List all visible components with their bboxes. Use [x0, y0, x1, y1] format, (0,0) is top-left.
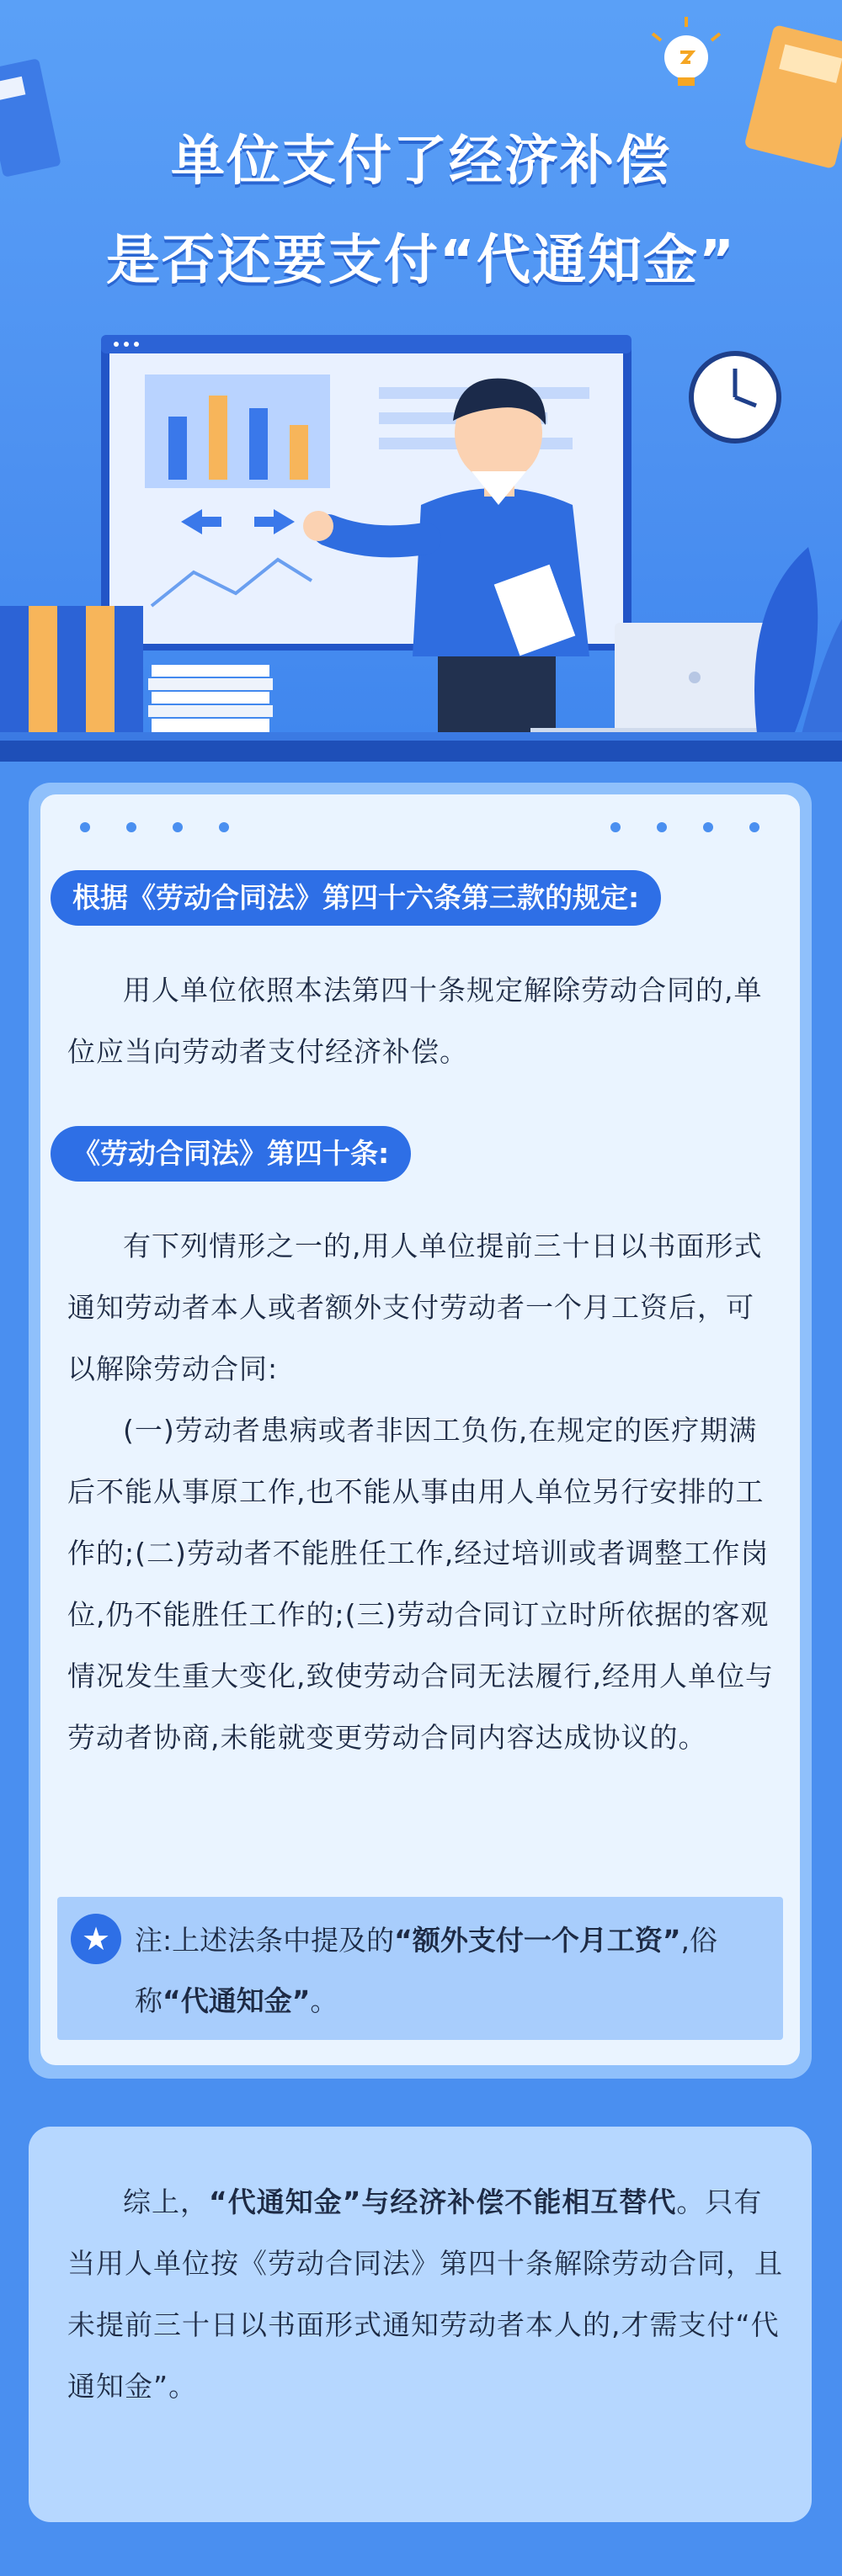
note-middle: ,俗称 [135, 1924, 718, 2017]
stage-floor [0, 741, 842, 762]
note-alias: “代通知金” [163, 1984, 311, 2017]
summary-rest: 。只有当用人单位按《劳动合同法》第四十条解除劳动合同，且未提前三十日以书面形式通知劳动者本人的,才需支付“代通知金”。 [67, 2186, 783, 2403]
decor-dot [173, 822, 183, 832]
section1-body-text: 用人单位依照本法第四十条规定解除劳动合同的,单位应当向劳动者支付经济补偿。 [67, 974, 763, 1068]
star-icon: ★ [71, 1914, 121, 1964]
note-term: “额外支付一个月工资” [394, 1924, 681, 1957]
page-title-line1: 单位支付了经济补偿 [171, 130, 671, 193]
decor-dot [80, 822, 90, 832]
section2-intro [67, 1215, 775, 1400]
note-suffix: 。 [310, 1984, 338, 2017]
note-text [135, 1910, 775, 2032]
section2-heading: 《劳动合同法》第四十条: [51, 1126, 411, 1182]
decor-dot [703, 822, 713, 832]
hero-illustration [0, 0, 842, 762]
decor-dot [610, 822, 621, 832]
section2-intro-text: 有下列情形之一的,用人单位提前三十日以书面形式通知劳动者本人或者额外支付劳动者一个月工资后，可以解除劳动合同: [67, 1230, 763, 1385]
paper-stack-icon [148, 665, 273, 732]
clock-icon [691, 353, 779, 441]
decor-dot [126, 822, 136, 832]
decor-dot [219, 822, 229, 832]
section1-heading: 根据《劳动合同法》第四十六条第三款的规定: [51, 870, 661, 926]
note-prefix: 注:上述法条中提及的 [135, 1924, 395, 1957]
section2-items-text: (一)劳动者患病或者非因工负伤,在规定的医疗期满后不能从事原工作,也不能从事由用人单位另行安排的工作的;(二)劳动者不能胜任工作,经过培训或者调整工作岗位,仍不能胜任工作的;(三)劳动合同订立时所依据的客观情况发生重大变化,致使劳动合同无法履行,经用人单位与劳动者协商,未能就变更劳动合同内容达成协议的。 [67, 1414, 774, 1754]
section1-body [67, 959, 775, 1082]
leaf-decoration-icon [754, 547, 842, 741]
section2-items [67, 1400, 775, 1768]
light-bulb-icon [653, 17, 720, 86]
hero-banner [0, 0, 842, 762]
summary-prefix: 综上， [123, 2186, 209, 2218]
summary-bold: “代通知金”与经济补偿不能相互替代 [209, 2186, 677, 2218]
summary-text [67, 2171, 783, 2417]
decor-dot [657, 822, 667, 832]
decor-dot [749, 822, 759, 832]
binders-icon [0, 606, 143, 741]
page-title-line2: 是否还要支付“代通知金” [105, 230, 737, 292]
